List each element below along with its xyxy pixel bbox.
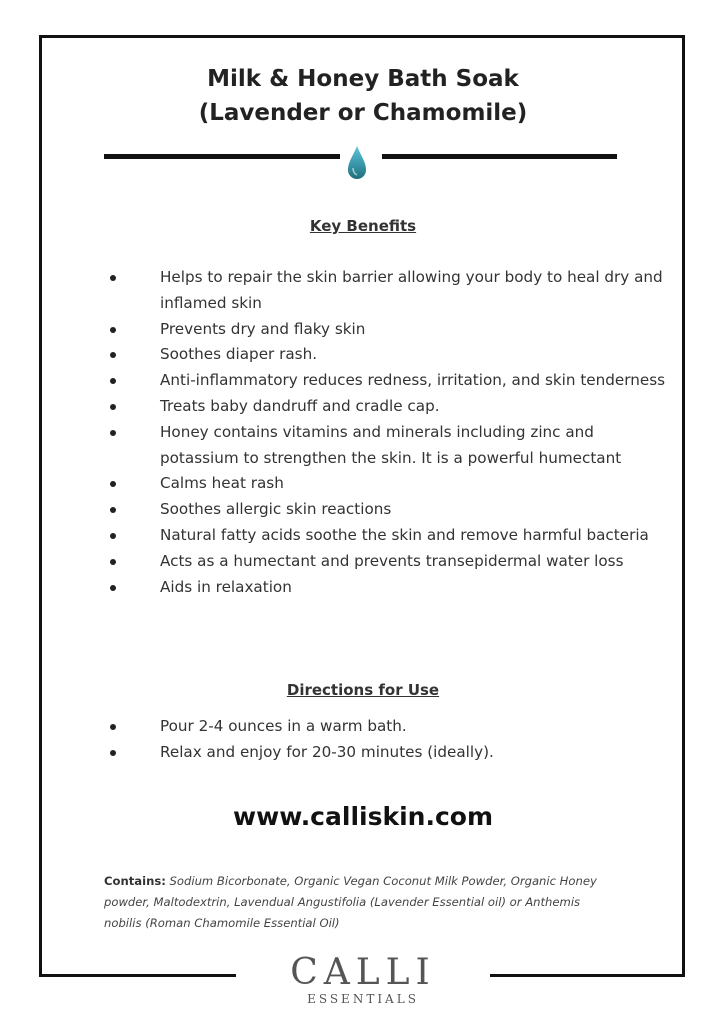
list-item: Calms heat rash: [100, 471, 670, 497]
contains-ingredients: Sodium Bicorbonate, Organic Vegan Coconut Milk Powder, Organic Honey powder, Maltodextrin, Lavendual Angustifolia (Lavender Essential oil) or Anthemis nobilis (Roman Chamomile Essential Oil): [104, 874, 597, 930]
logo-subtitle: ESSENTIALS: [307, 992, 419, 1006]
list-item: Treats baby dandruff and cradle cap.: [100, 394, 670, 420]
list-item: Prevents dry and flaky skin: [100, 317, 670, 343]
list-item: Acts as a humectant and prevents transepidermal water loss: [100, 549, 670, 575]
list-item: Relax and enjoy for 20-30 minutes (ideally).: [100, 740, 670, 766]
list-item: Honey contains vitamins and minerals including zinc and potassium to strengthen the skin. It is a powerful humectant: [100, 420, 670, 472]
divider-right: [382, 154, 617, 159]
brand-logo: [236, 950, 490, 1010]
ingredients-text: [104, 871, 614, 934]
logo-name: CALLI: [290, 952, 436, 993]
list-item: Soothes allergic skin reactions: [100, 497, 670, 523]
page-title: [0, 62, 726, 130]
list-item: Helps to repair the skin barrier allowing your body to heal dry and inflamed skin: [100, 265, 670, 317]
list-item: Soothes diaper rash.: [100, 342, 670, 368]
website-link[interactable]: www.calliskin.com: [233, 802, 493, 831]
list-item: Natural fatty acids soothe the skin and remove harmful bacteria: [100, 523, 670, 549]
title-line-2: (Lavender or Chamomile): [198, 100, 528, 126]
contains-label: Contains:: [104, 874, 166, 888]
list-item: Anti-inflammatory reduces redness, irritation, and skin tenderness: [100, 368, 670, 394]
directions-heading: Directions for Use: [286, 681, 440, 699]
key-benefits-list: [100, 265, 670, 600]
title-line-1: Milk & Honey Bath Soak: [207, 66, 519, 92]
list-item: Pour 2-4 ounces in a warm bath.: [100, 714, 670, 740]
divider-left: [104, 154, 340, 159]
directions-list: [100, 714, 670, 766]
water-drop-icon: [346, 144, 368, 182]
key-benefits-heading: Key Benefits: [309, 217, 417, 235]
list-item: Aids in relaxation: [100, 575, 670, 601]
